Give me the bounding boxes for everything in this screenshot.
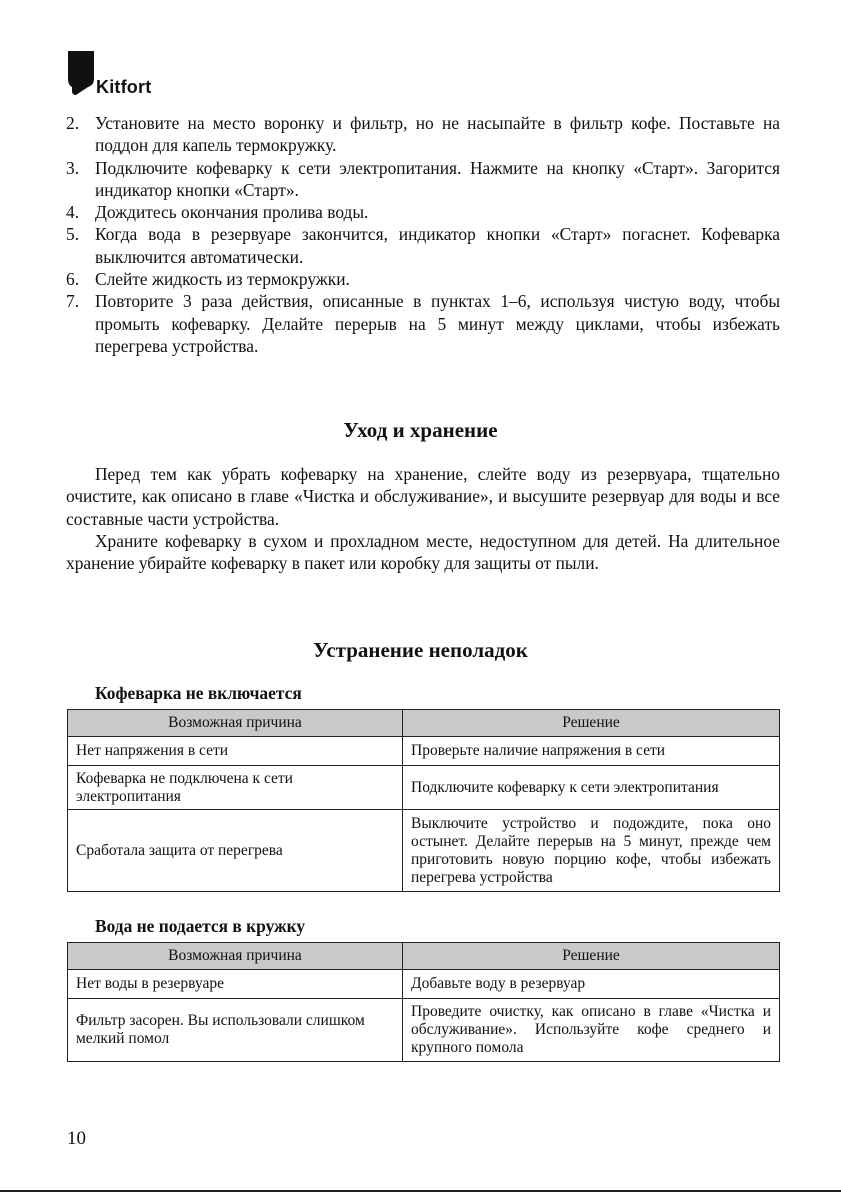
column-header-solution: Решение <box>403 943 780 970</box>
troubleshooting-table <box>67 709 780 892</box>
step-item <box>66 157 780 202</box>
cause-cell: Сработала защита от перегрева <box>68 810 403 892</box>
step-item <box>66 112 780 157</box>
brand-name: Kitfort <box>96 77 152 97</box>
page-bottom-rule <box>0 1190 841 1192</box>
solution-cell: Подключите кофеварку к сети электропитания <box>403 766 780 810</box>
cause-cell: Нет напряжения в сети <box>68 737 403 766</box>
page-number: 10 <box>67 1128 86 1149</box>
step-text: Когда вода в резервуаре закончится, индикатор кнопки «Старт» погаснет. Кофеварка выключится автоматически. <box>95 224 780 267</box>
step-number: 4. <box>66 202 80 223</box>
cause-cell: Фильтр засорен. Вы использовали слишком мелкий помол <box>68 999 403 1062</box>
table-row <box>68 810 780 892</box>
troubleshooting-table <box>67 942 780 1062</box>
step-number: 5. <box>66 224 80 245</box>
step-text: Слейте жидкость из термокружки. <box>95 269 350 290</box>
step-item <box>66 201 780 223</box>
step-number: 6. <box>66 269 80 290</box>
table-row <box>68 766 780 810</box>
cause-cell: Кофеварка не подключена к сети электропитания <box>68 766 403 810</box>
kitfort-logo-icon <box>66 49 96 97</box>
step-number: 2. <box>66 113 80 133</box>
step-number: 3. <box>66 157 80 178</box>
table-row <box>68 970 780 999</box>
table-row <box>68 737 780 766</box>
instruction-steps <box>66 112 780 357</box>
brand-logo <box>66 49 186 99</box>
solution-cell: Выключите устройство и подождите, пока оно остынет. Делайте перерыв на 5 минут, прежде чем приготовить новую порцию кофе, чтобы избежать перегрева устройства <box>403 810 780 892</box>
care-paragraph: Перед тем как убрать кофеварку на хранение, слейте воду из резервуара, тщательно очистите, как описано в главе «Чистка и обслуживание», и высушите резервуар для воды и все составные части устройства. <box>66 464 780 529</box>
column-header-cause: Возможная причина <box>68 710 403 737</box>
solution-cell: Добавьте воду в резервуар <box>403 970 780 999</box>
step-item <box>66 223 780 268</box>
step-item <box>66 268 780 290</box>
step-text: Дождитесь окончания пролива воды. <box>95 202 369 223</box>
table-row <box>68 999 780 1062</box>
table-header-row <box>68 943 780 970</box>
step-text: Повторите 3 раза действия, описанные в пунктах 1–6, используя чистую воду, чтобы промыть кофеварку. Делайте перерыв на 5 минут между циклами, чтобы избежать перегрева устройства. <box>95 291 780 356</box>
care-paragraph: Храните кофеварку в сухом и прохладном месте, недоступном для детей. На длительное хранение убирайте кофеварку в пакет или коробку для защиты от пыли. <box>66 531 780 574</box>
step-item <box>66 290 780 357</box>
column-header-solution: Решение <box>403 710 780 737</box>
column-header-cause: Возможная причина <box>68 943 403 970</box>
step-text: Установите на место воронку и фильтр, но не насыпайте в фильтр кофе. Поставьте на поддон для капель термокружку. <box>95 113 780 156</box>
care-title: Уход и хранение <box>343 418 498 442</box>
troubleshooting-title: Устранение неполадок <box>313 638 528 662</box>
solution-cell: Проведите очистку, как описано в главе «Чистка и обслуживание». Используйте кофе среднего и крупного помола <box>403 999 780 1062</box>
solution-cell: Проверьте наличие напряжения в сети <box>403 737 780 766</box>
section-heading: Кофеварка не включается <box>95 683 302 703</box>
step-text: Подключите кофеварку к сети электропитания. Нажмите на кнопку «Старт». Загорится индикатор кнопки «Старт». <box>95 157 780 200</box>
section-heading: Вода не подается в кружку <box>95 916 306 936</box>
cause-cell: Нет воды в резервуаре <box>68 970 403 999</box>
table-header-row <box>68 710 780 737</box>
step-number: 7. <box>66 291 80 312</box>
